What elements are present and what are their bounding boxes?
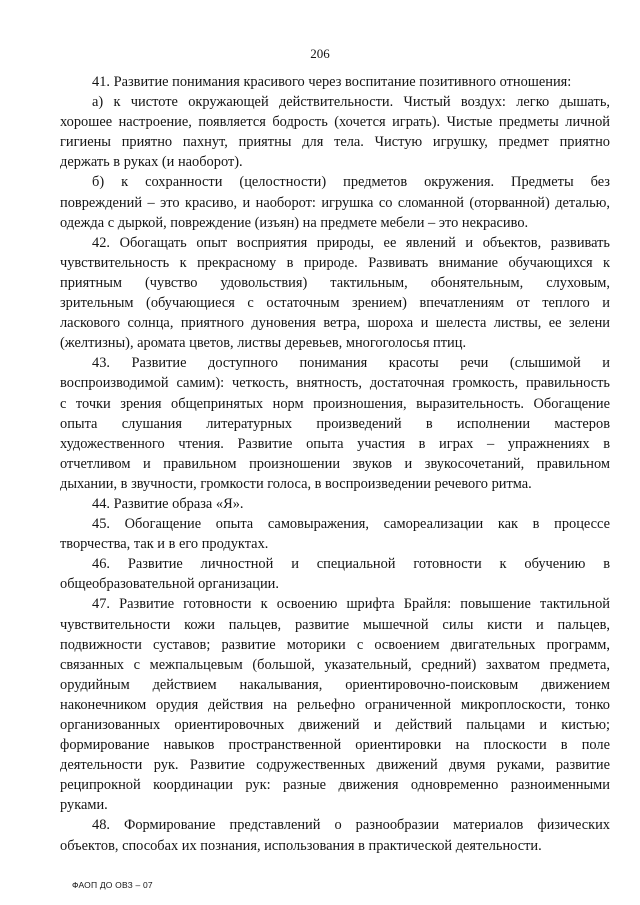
paragraph-line: ласкового солнца, приятного дуновения ветра, шороха и шелеста листвы, ее зелени — [60, 315, 610, 332]
paragraph-44 — [60, 494, 610, 514]
paragraph-43 — [60, 353, 610, 494]
paragraph-line: гигиены приятно пахнут, приятны для тела. Чистую игрушку, предмет приятно — [60, 134, 610, 151]
paragraph-42 — [60, 233, 610, 354]
paragraph-line: (желтизны), аромата цветов, листвы деревьев, многоголосья птиц. — [60, 335, 467, 352]
paragraph-line: отчетливом и правильном произношении звуков и звукосочетаний, правильном — [60, 455, 610, 472]
paragraph-line: руками. — [60, 797, 108, 814]
paragraph-41b — [60, 172, 610, 232]
paragraph-line: реципрокной координации рук: разные движения одновременно разноименными — [60, 777, 610, 794]
paragraph-line: чувствительности кожи пальцев, развитие мышечной силы кисти и пальцев, — [60, 616, 610, 633]
paragraph-line: хорошее настроение, появляется бодрость (хочется играть). Чистые предметы личной — [60, 114, 610, 131]
paragraph-line: художественного чтения. Развитие опыта участия в играх – упражнениях в — [60, 435, 610, 452]
paragraph-line: приятным (чувство удовольствия) тактильным, обонятельным, слуховым, — [60, 274, 610, 291]
paragraph-line: держать в руках (и наоборот). — [60, 154, 243, 171]
paragraph-line: орудийным действием накалывания, ориентировочно-поисковым движением — [60, 676, 610, 693]
paragraph-45 — [60, 514, 610, 554]
paragraph-47 — [60, 594, 610, 815]
paragraph-line: связанных с межпальцевым (большой, указательный, средний) захватом предмета, — [60, 656, 610, 673]
page-number: 206 — [310, 46, 330, 61]
document-footer: ФАОП ДО ОВЗ – 07 — [72, 880, 153, 890]
paragraph-line: одежда с дыркой, повреждение (изъян) на предмете мебели – это некрасиво. — [60, 214, 529, 231]
paragraph-line: 44. Развитие образа «Я». — [92, 495, 244, 512]
paragraph-line: воспроизводимой самим): четкость, внятность, достаточная громкость, правильность — [60, 375, 610, 392]
paragraph-line: организованных ориентировочных движений и действий пальцами и кистью; — [60, 717, 610, 733]
paragraph-line: подвижности суставов; развитие моторики с освоением двигательных программ, — [60, 636, 610, 653]
paragraph-line: опыта слушания литературных произведений в исполнении мастеров — [60, 415, 610, 432]
paragraph-line: б) к сохранности (целостности) предметов окружения. Предметы без — [92, 174, 610, 191]
paragraph-41 — [60, 72, 610, 92]
paragraph-line: с точки зрения общепринятых норм произношения, выразительность. Обогащение — [60, 395, 610, 412]
paragraph-line: 46. Развитие личностной и специальной готовности к обучению в — [92, 556, 610, 573]
paragraph-line: творчества, так и в его продуктах. — [60, 536, 269, 553]
paragraph-line: 41. Развитие понимания красивого через воспитание позитивного отношения: — [92, 74, 572, 90]
paragraph-line: 42. Обогащать опыт восприятия природы, ее явлений и объектов, развивать — [92, 234, 610, 251]
paragraph-line: 48. Формирование представлений о разнообразии материалов физических — [92, 817, 610, 834]
paragraph-line: 47. Развитие готовности к освоению шрифта Брайля: повышение тактильной — [92, 596, 610, 613]
paragraph-line: дыхании, в звучности, громкости голоса, в воспроизведении речевого ритма. — [60, 475, 532, 492]
paragraph-line: чувствительность к прекрасному в природе. Развивать внимание обучающихся к — [60, 254, 610, 271]
paragraph-line: деятельности рук. Развитие содружественных движений двумя руками, развитие — [60, 757, 610, 774]
paragraph-line: 45. Обогащение опыта самовыражения, самореализации как в процессе — [92, 516, 610, 533]
paragraph-line: формирование навыков пространственной ориентировки на плоскости в поле — [60, 737, 610, 754]
paragraph-line: зрительным (обучающиеся с остаточным зрением) впечатлениям от теплого и — [60, 295, 610, 312]
paragraph-line: а) к чистоте окружающей действительности. Чистый воздух: легко дышать, — [92, 94, 610, 111]
document-body — [60, 72, 610, 856]
paragraph-41a — [60, 92, 610, 172]
paragraph-line: объектов, способах их познания, использования в практической деятельности. — [60, 837, 542, 854]
paragraph-line: повреждений – это красиво, и наоборот: игрушка со сломанной (оторванной) деталью, — [60, 194, 610, 211]
paragraph-line: 43. Развитие доступного понимания красоты речи (слышимой и — [92, 355, 610, 372]
paragraph-48 — [60, 815, 610, 855]
paragraph-line: общеобразовательной организации. — [60, 576, 279, 593]
paragraph-46 — [60, 554, 610, 594]
paragraph-line: наконечником орудия действия на рельефно ограниченной микроплоскости, тонко — [60, 696, 610, 713]
